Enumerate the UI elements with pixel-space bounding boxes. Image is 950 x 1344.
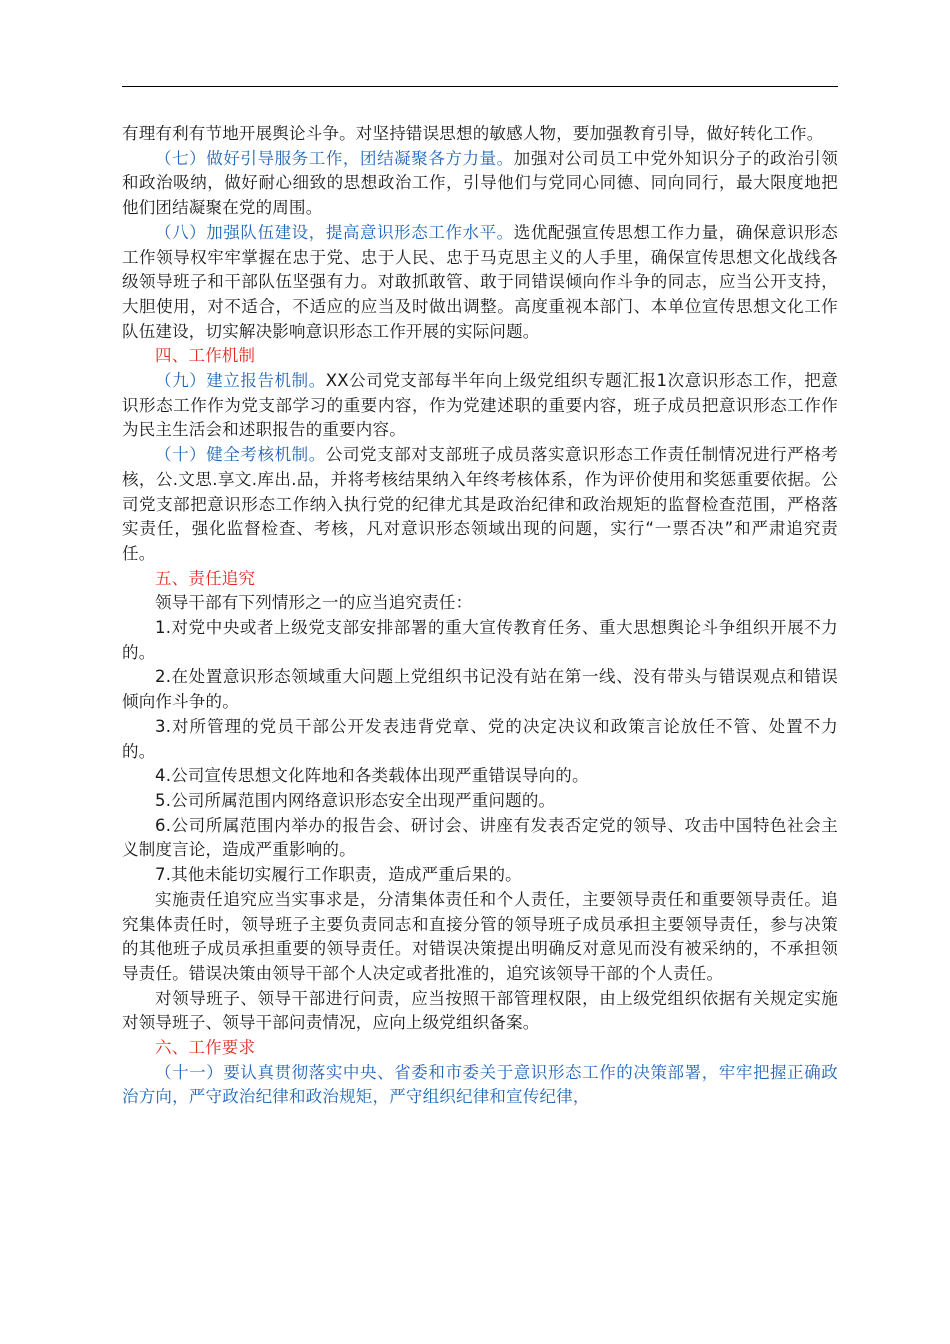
- document-body: [122, 122, 838, 1110]
- paragraph-7: [122, 147, 838, 221]
- list-item-2: 2.在处置意识形态领域重大问题上党组织书记没有站在第一线、没有带头与错误观点和错误倾向作斗争的。: [122, 667, 838, 712]
- list-item-3: 3.对所管理的党员干部公开发表违背党章、党的决定决议和政策言论放任不管、处置不力的。: [122, 716, 838, 761]
- paragraph-accountability: 对领导班子、领导干部进行问责，应当按照干部管理权限，由上级党组织依据有关规定实施对领导班子、领导干部问责情况，应向上级党组织备案。: [122, 988, 838, 1033]
- list-item-6: 6.公司所属范围内举办的报告会、研讨会、讲座有发表否定党的领导、攻击中国特色社会主义制度言论，造成严重影响的。: [122, 815, 838, 860]
- paragraph-8: [122, 221, 838, 345]
- accountability-intro: 领导干部有下列情形之一的应当追究责任：: [155, 593, 473, 613]
- paragraph-9: [122, 369, 838, 443]
- paragraph-responsibility: 实施责任追究应当实事求是，分清集体责任和个人责任，主要领导责任和重要领导责任。追究集体责任时，领导班子主要负责同志和直接分管的领导班子成员承担主要领导责任，参与决策的其他班子成员承担重要的领导责任。对错误决策提出明确反对意见而没有被采纳的，不承担领导责任。错误决策由领导干部个人决定或者批准的，追究该领导干部的个人责任。: [122, 889, 838, 983]
- section-heading-6: 六、工作要求: [155, 1038, 256, 1058]
- list-item-1: 1.对党中央或者上级党支部安排部署的重大宣传教育任务、重大思想舆论斗争组织开展不力的。: [122, 618, 838, 662]
- paragraph-continued: 有理有利有节地开展舆论斗争。对坚持错误思想的敏感人物，要加强教育引导，做好转化工作。: [122, 124, 824, 143]
- paragraph-10: [122, 443, 838, 567]
- paragraph-8-text: 选优配强宣传思想工作力量，确保意识形态工作领导权牢牢掌握在忠于党、忠于人民、忠于马克思主义的人手里，确保宣传思想文化战线各级领导班子和干部队伍坚强有力。对敢抓敢管、敢于同错误倾向作斗争的同志，应当公开支持，大胆使用，对不适合，不适应的应当及时做出调整。高度重视本部门、本单位宣传思想文化工作队伍建设，切实解决影响意识形态工作开展的实际问题。: [122, 222, 838, 341]
- section-heading-4: 四、工作机制: [155, 346, 256, 366]
- list-item-4: 4.公司宣传思想文化阵地和各类载体出现严重错误导向的。: [155, 766, 589, 786]
- section-heading-5: 五、责任追究: [155, 568, 256, 588]
- list-item-7: 7.其他未能切实履行工作职责，造成严重后果的。: [155, 865, 522, 885]
- paragraph-8-heading: （八）加强队伍建设，提高意识形态工作水平。: [155, 222, 514, 242]
- list-item-5: 5.公司所属范围内网络意识形态安全出现严重问题的。: [155, 790, 556, 810]
- paragraph-9-heading: （九）建立报告机制。: [155, 371, 326, 391]
- paragraph-10-text: 公司党支部对支部班子成员落实意识形态工作责任制情况进行严格考核，公.文思.享文.库出.品，并将考核结果纳入年终考核体系，作为评价使用和奖惩重要依据。公司党支部把意识形态工作纳入执行党的纪律尤其是政治纪律和政治规矩的监督检查范围，严格落实责任，强化监督检查、考核，凡对意识形态领域出现的问题，实行“一票否决”和严肃追究责任。: [122, 445, 839, 563]
- paragraph-9-text: XX公司党支部每半年向上级党组织专题汇报1次意识形态工作，把意识形态工作作为党支部学习的重要内容，作为党建述职的重要内容，班子成员把意识形态工作作为民主生活会和述职报告的重要内容。: [122, 371, 839, 440]
- header-rule: [122, 86, 838, 87]
- paragraph-7-heading: （七）做好引导服务工作，团结凝聚各方力量。: [155, 148, 514, 168]
- paragraph-11: （十一）要认真贯彻落实中央、省委和市委关于意识形态工作的决策部署，牢牢把握正确政治方向，严守政治纪律和政治规矩，严守组织纪律和宣传纪律，: [122, 1062, 838, 1107]
- paragraph-7-text: 加强对公司员工中党外知识分子的政治引领和政治吸纳，做好耐心细致的思想政治工作，引导他们与党同心同德、同向同行，最大限度地把他们团结凝聚在党的周围。: [122, 148, 838, 218]
- paragraph-10-heading: （十）健全考核机制。: [155, 445, 326, 465]
